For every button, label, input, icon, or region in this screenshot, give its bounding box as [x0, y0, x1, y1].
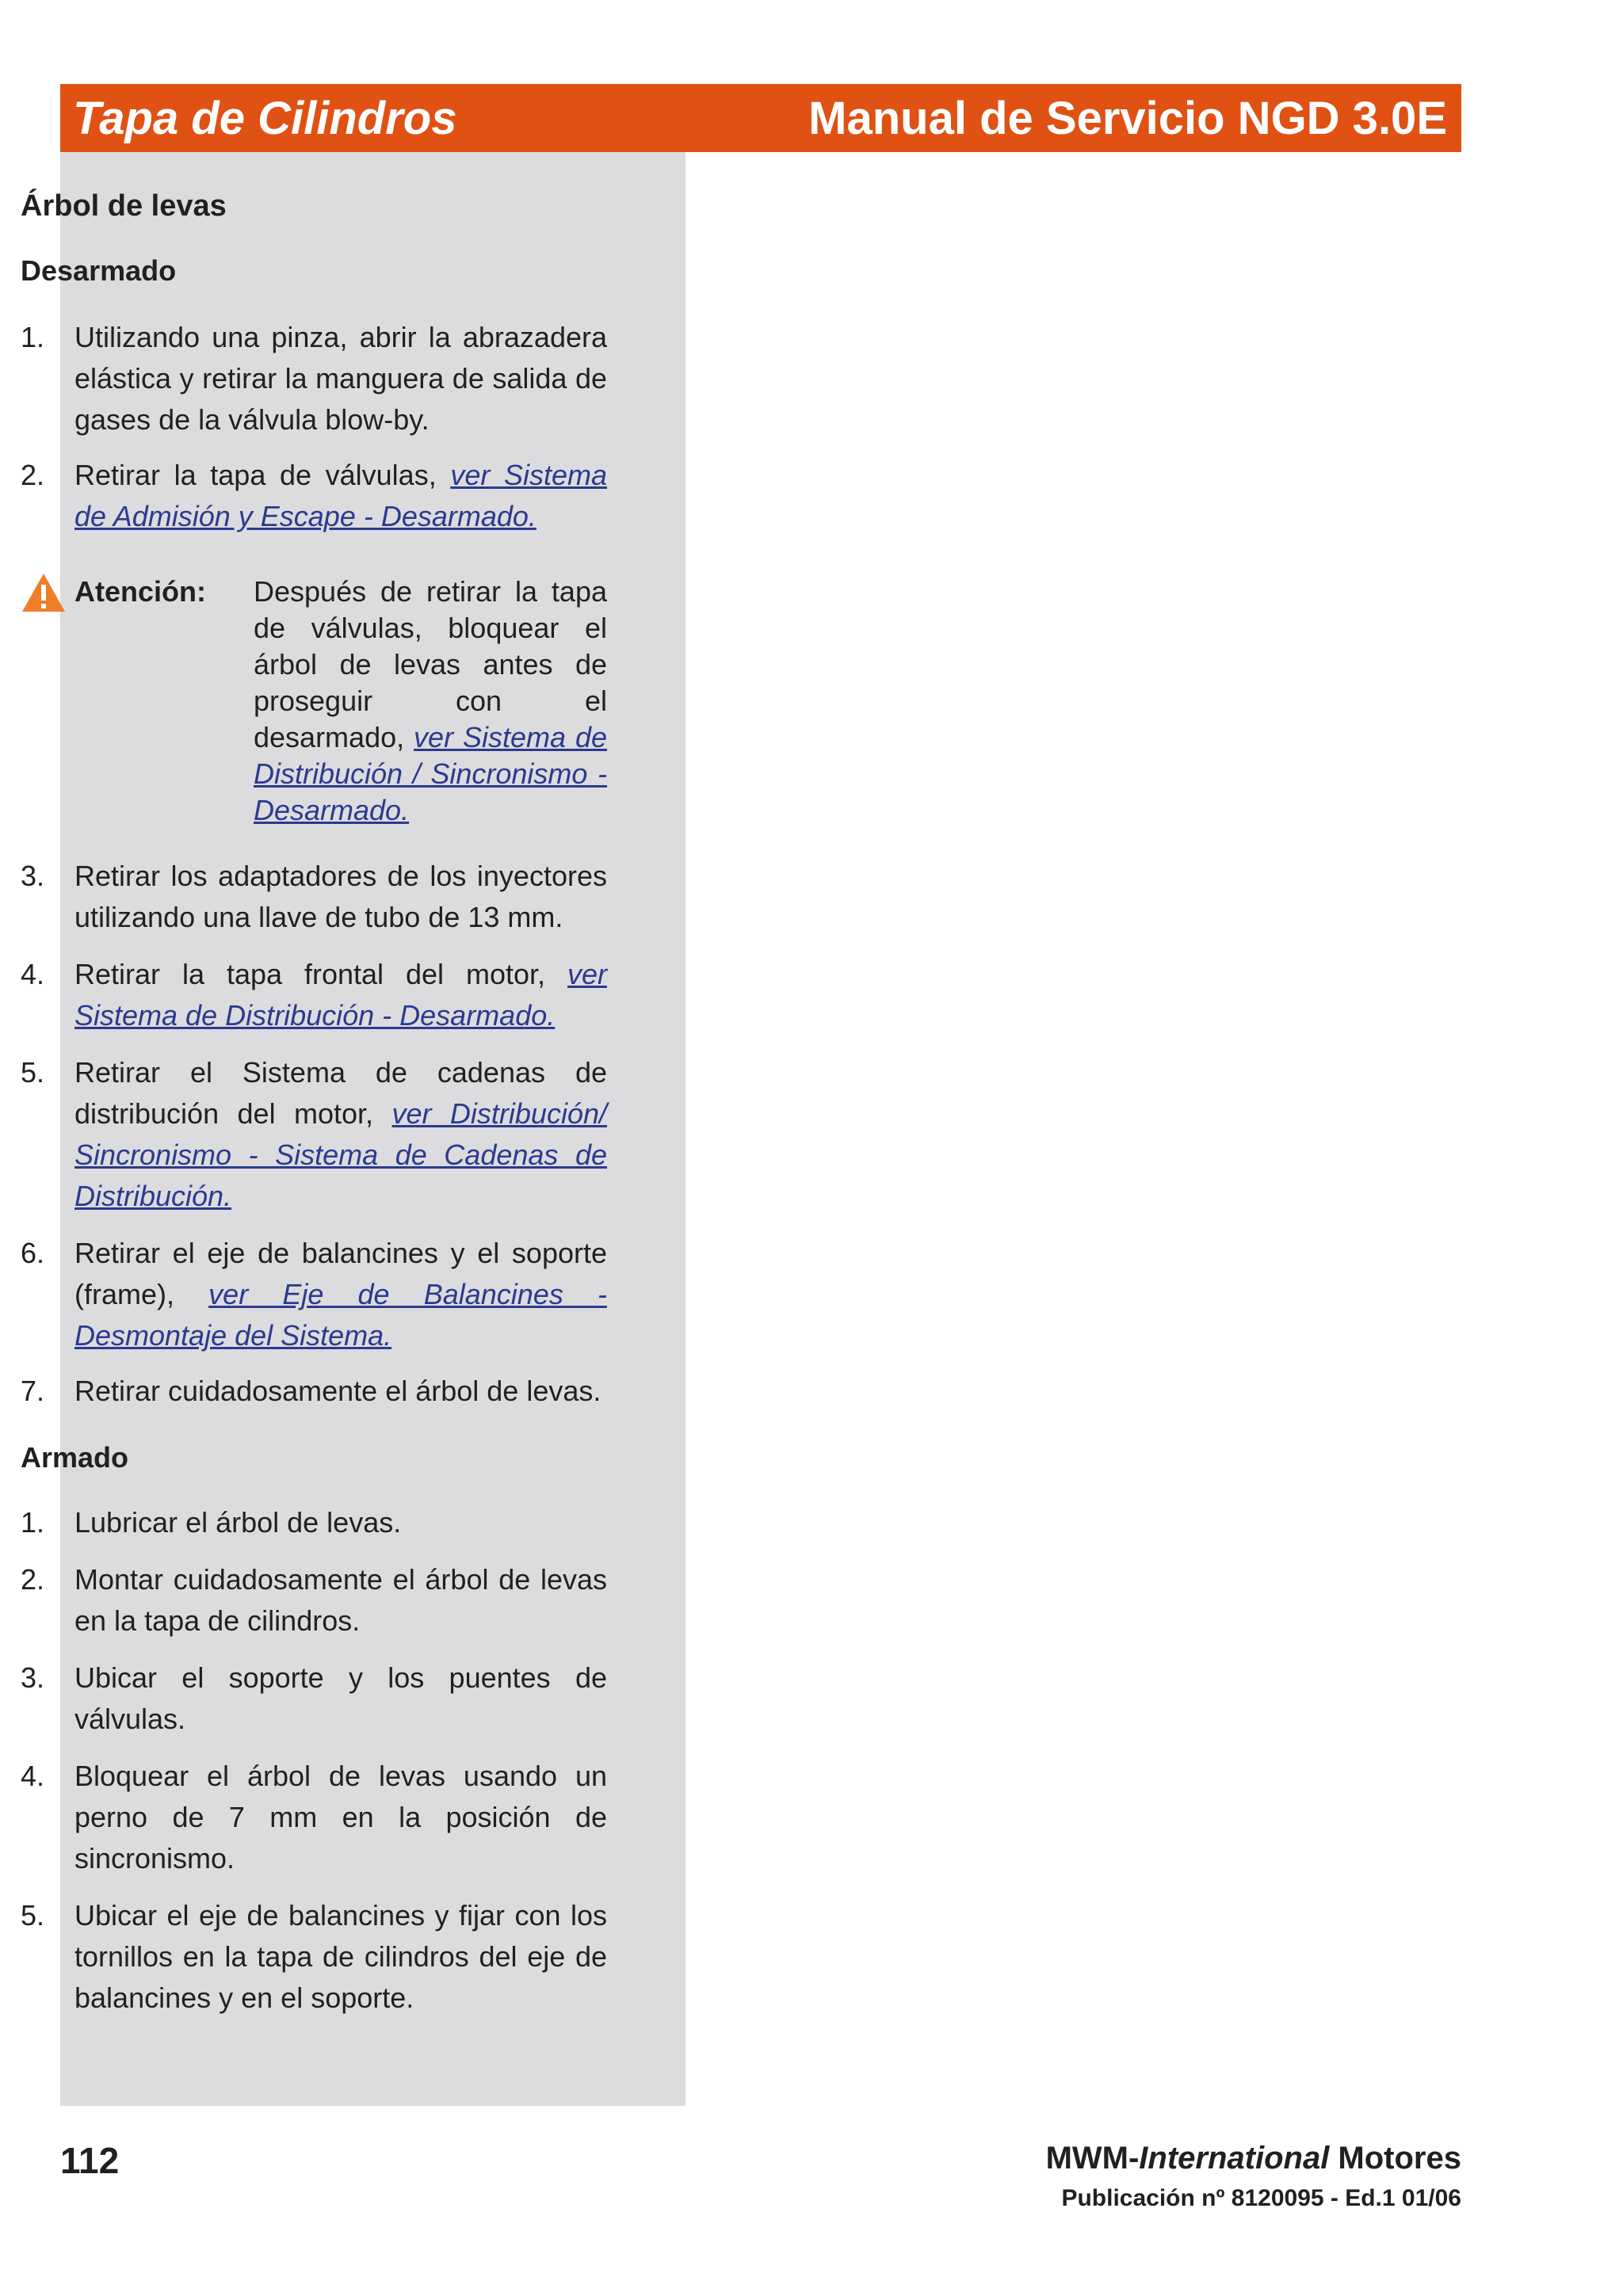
step-number: 4. [21, 1760, 45, 1792]
attention-text: Después de retirar la tapa de válvulas, bloquear el árbol de levas antes de proseguir con el desarmado, [254, 575, 607, 753]
manual-title: Manual de Servicio NGD 3.0E [808, 93, 1447, 144]
list-item [21, 856, 607, 938]
disassembly-title: Desarmado [21, 254, 177, 287]
step-text: Retirar la tapa frontal del motor, [74, 958, 567, 990]
cross-reference-link[interactable]: ver Eje de Balancines - Desmontaje del Sistema. [74, 1278, 607, 1352]
page-number: 112 [60, 2140, 120, 2181]
section-title: Árbol de levas [21, 189, 227, 223]
cross-reference-link[interactable]: ver Sistema de Distribución - Desarmado. [74, 958, 607, 1032]
step-number: 2. [21, 1563, 45, 1596]
list-item [21, 1502, 607, 1543]
step-text: Lubricar el árbol de levas. [74, 1506, 402, 1539]
cross-reference-link[interactable]: ver Sistema de Admisión y Escape - Desarmado. [74, 459, 608, 532]
brand-name [1046, 2141, 1461, 2176]
step-number: 6. [21, 1237, 45, 1269]
step-number: 4. [21, 958, 45, 990]
step-number: 2. [21, 459, 45, 491]
publication-number: Publicación nº 8120095 - Ed.1 01/06 [1061, 2185, 1461, 2211]
list-item [21, 1559, 607, 1642]
step-text: Ubicar el eje de balancines y fijar con los tornillos en la tapa de cilindros del eje de balancines y en el soporte. [74, 1899, 607, 2014]
list-item [21, 1052, 607, 1217]
step-number: 5. [21, 1056, 45, 1089]
assembly-title: Armado [21, 1441, 129, 1474]
step-text: Ubicar el soporte y los puentes de válvulas. [74, 1661, 607, 1735]
header-bar [60, 84, 1461, 152]
step-text: Retirar los adaptadores de los inyectores utilizando una llave de tubo de 13 mm. [74, 860, 607, 933]
step-text: Utilizando una pinza, abrir la abrazadera elástica y retirar la manguera de salida de gases de la válvula blow-by. [74, 321, 607, 436]
list-item [21, 954, 607, 1036]
list-item [21, 317, 607, 441]
step-number: 7. [21, 1375, 45, 1407]
brand-prefix: MWM- [1045, 2141, 1140, 2176]
list-item [21, 1371, 607, 1412]
brand-italic: International [1139, 2141, 1330, 2176]
step-number: 1. [21, 321, 45, 353]
attention-label: Atención: [74, 575, 206, 608]
cross-reference-link[interactable]: ver Distribución/ Sincronismo - Sistema de Cadenas de Distribución. [74, 1097, 607, 1212]
list-item [21, 455, 607, 537]
cross-reference-link[interactable]: ver Sistema de Distribución / Sincronismo - Desarmado. [254, 721, 608, 826]
step-text: Montar cuidadosamente el árbol de levas en la tapa de cilindros. [74, 1563, 607, 1637]
step-text: Retirar la tapa de válvulas, [74, 459, 451, 491]
attention-note [21, 570, 607, 829]
step-text: Retirar el Sistema de cadenas de distribución del motor, [74, 1056, 607, 1130]
step-text: Retirar el eje de balancines y el soporte (frame), [74, 1237, 607, 1310]
step-number: 3. [21, 860, 45, 892]
step-number: 5. [21, 1899, 45, 1932]
step-number: 3. [21, 1661, 45, 1694]
list-item [21, 1657, 607, 1740]
chapter-title: Tapa de Cilindros [73, 93, 457, 144]
brand-suffix: Motores [1329, 2141, 1461, 2176]
step-text: Bloquear el árbol de levas usando un perno de 7 mm en la posición de sincronismo. [74, 1760, 607, 1875]
step-text: Retirar cuidadosamente el árbol de levas. [74, 1375, 601, 1407]
warning-triangle-icon [21, 572, 67, 613]
step-number: 1. [21, 1506, 45, 1539]
list-item [21, 1756, 607, 1879]
list-item [21, 1233, 607, 1356]
list-item [21, 1895, 607, 2019]
